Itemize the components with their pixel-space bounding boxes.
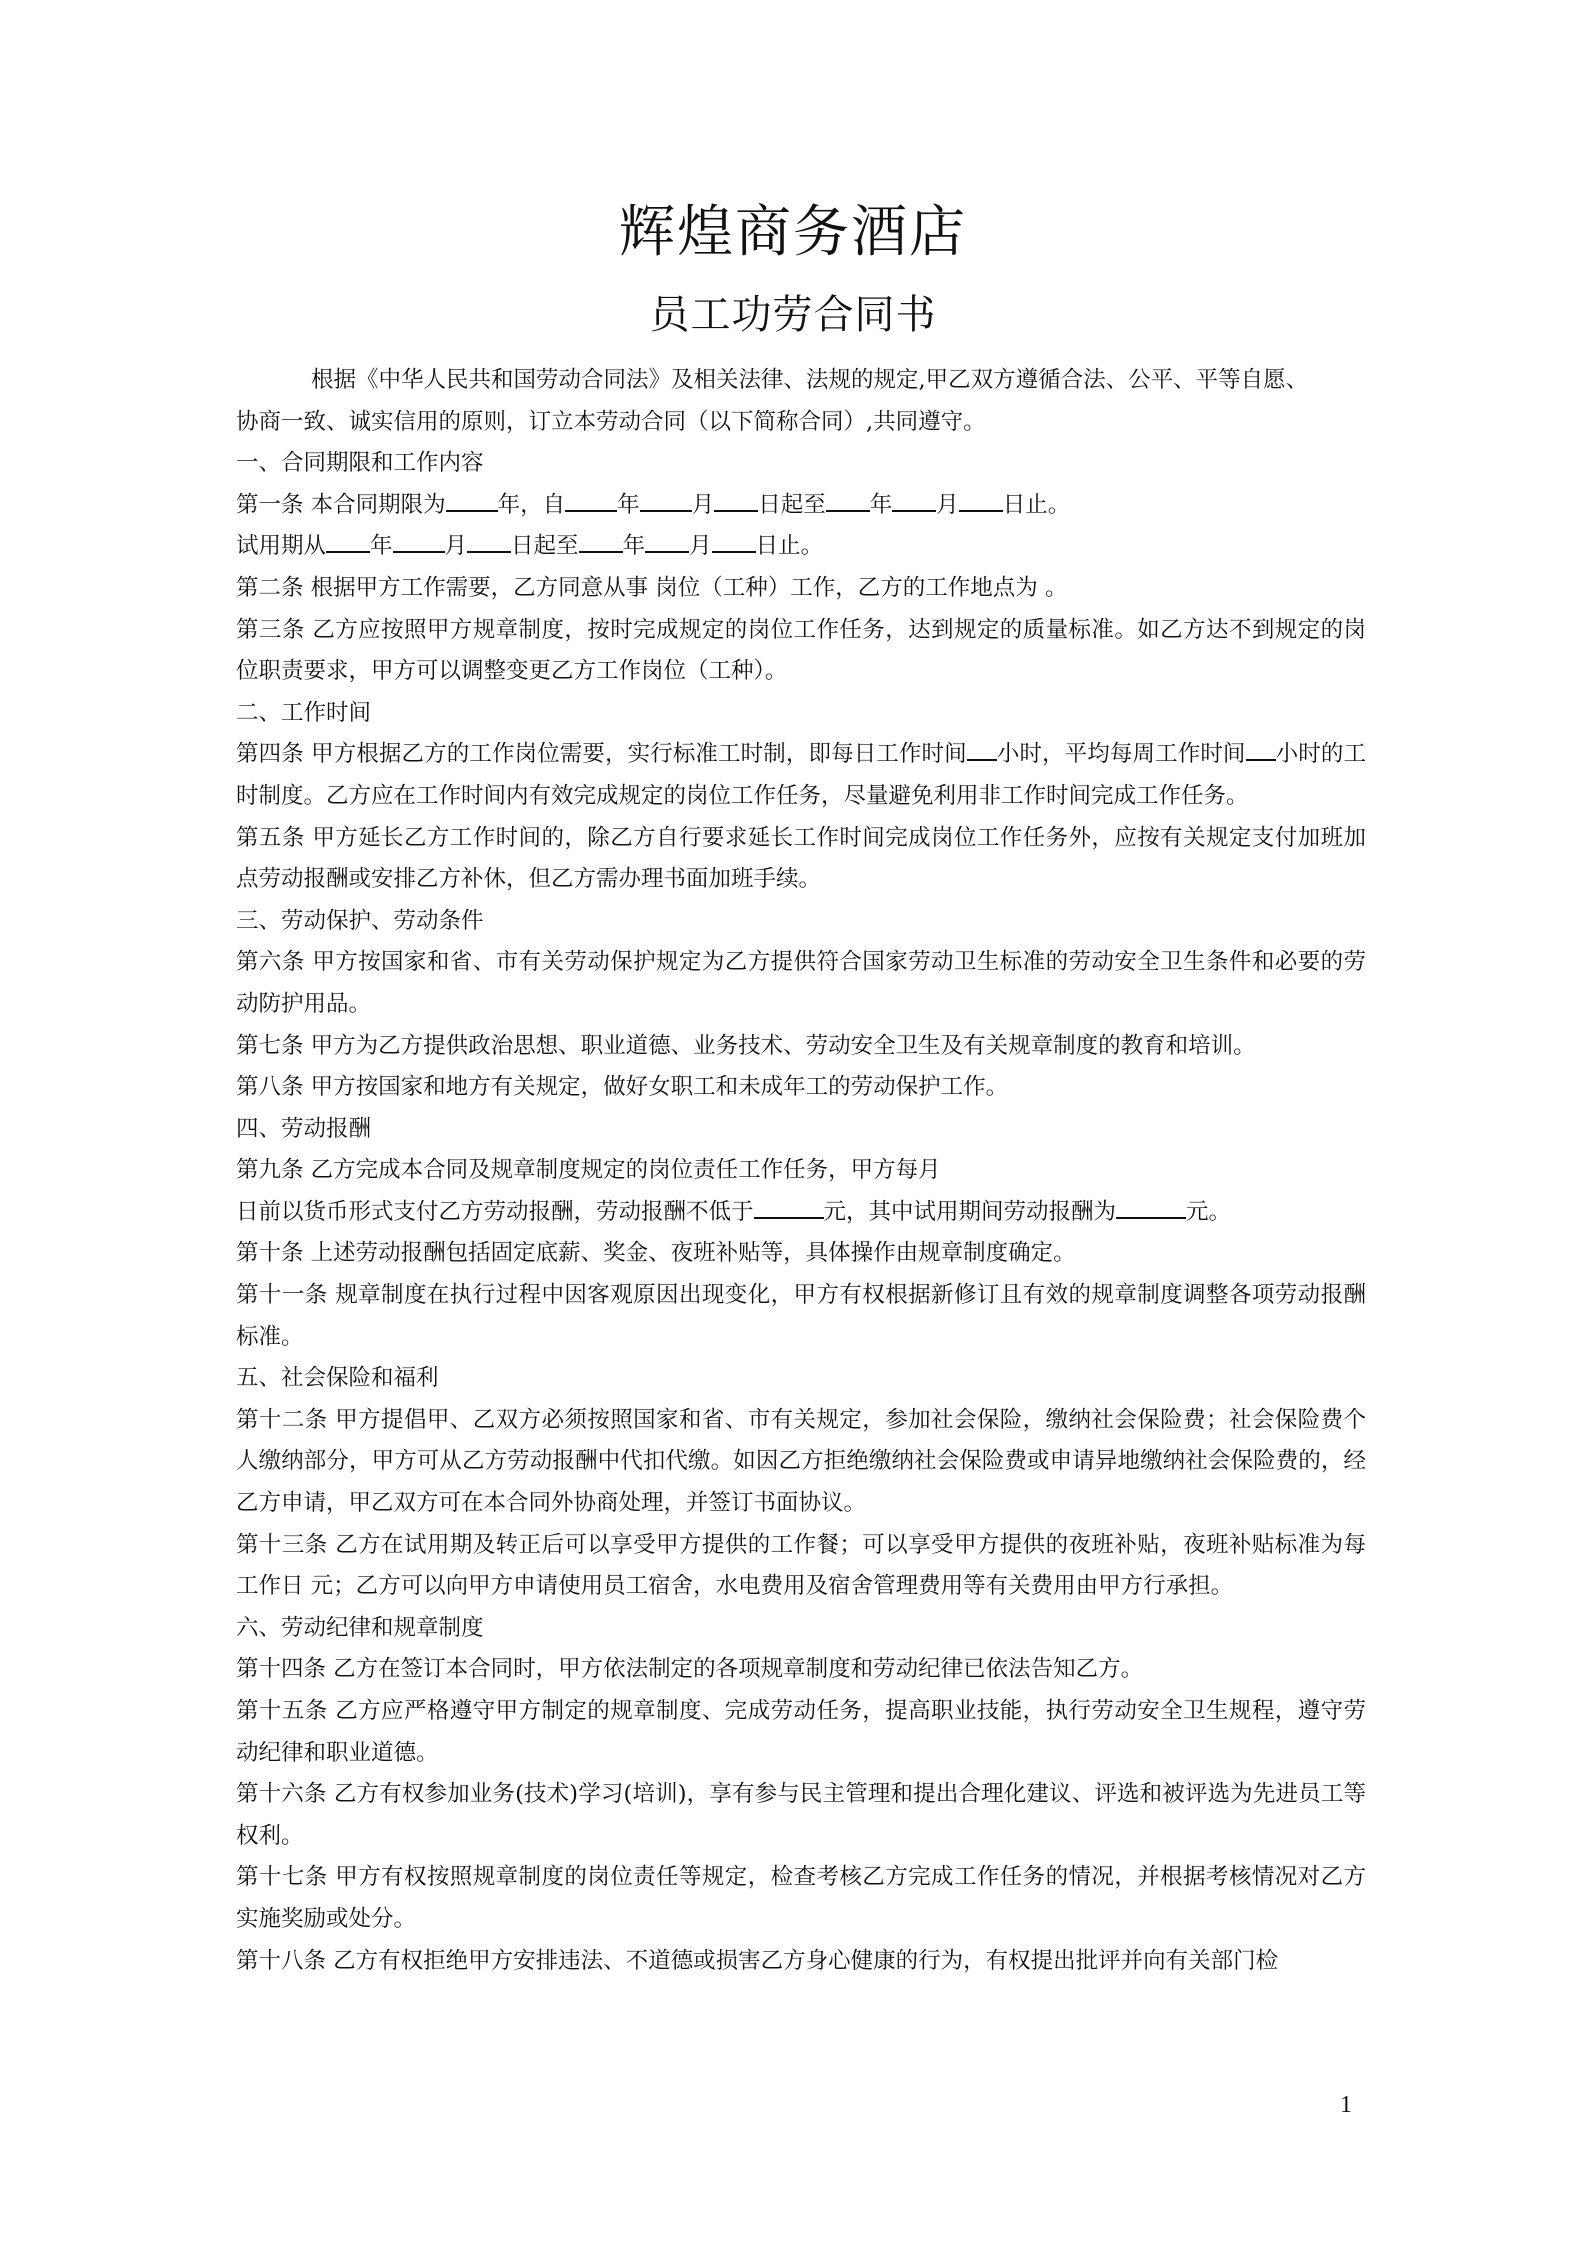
article-9-payment bbox=[236, 1192, 1366, 1234]
article-17: 第十七条 甲方有权按照规章制度的岗位责任等规定，检查考核乙方完成工作任务的情况，并根据考核情况对乙方实施奖励或处分。 bbox=[236, 1864, 1366, 1932]
article-1-text: 年 bbox=[617, 491, 640, 518]
end-year-blank[interactable] bbox=[826, 488, 870, 512]
probation-start-month-blank[interactable] bbox=[393, 529, 445, 553]
probation-text: 日止。 bbox=[755, 533, 824, 560]
probation-period bbox=[236, 526, 1366, 568]
end-day-blank[interactable] bbox=[959, 488, 1003, 512]
article-1 bbox=[236, 485, 1366, 527]
article-8: 第八条 甲方按国家和地方有关规定，做好女职工和未成年工的劳动保护工作。 bbox=[236, 1074, 1009, 1101]
article-6: 第六条 甲方按国家和省、市有关劳动保护规定为乙方提供符合国家劳动卫生标准的劳动安全卫生条件和必要的劳动防护用品。 bbox=[236, 949, 1366, 1017]
article-16: 第十六条 乙方有权参加业务(技术)学习(培训)，享有参与民主管理和提出合理化建议、评选和被评选为先进员工等权利。 bbox=[236, 1781, 1366, 1849]
probation-text: 日起至 bbox=[511, 533, 579, 560]
start-year-blank[interactable] bbox=[565, 488, 617, 512]
article-14: 第十四条 乙方在签订本合同时，甲方依法制定的各项规章制度和劳动纪律已依法告知乙方。 bbox=[236, 1656, 1144, 1683]
term-years-blank[interactable] bbox=[446, 488, 498, 512]
probation-text: 月 bbox=[689, 533, 712, 560]
section-heading-3: 三、劳动保护、劳动条件 bbox=[236, 907, 484, 934]
article-9: 第九条 乙方完成本合同及规章制度规定的岗位责任工作任务，甲方每月 bbox=[236, 1157, 941, 1184]
article-13: 第十三条 乙方在试用期及转正后可以享受甲方提供的工作餐；可以享受甲方提供的夜班补贴，夜班补贴标准为每工作日 元；乙方可以向甲方申请使用员工宿舍，水电费用及宿舍管理费用等有关费用由甲方行承担。 bbox=[236, 1531, 1366, 1600]
article-3: 第三条 乙方应按照甲方规章制度，按时完成规定的岗位工作任务，达到规定的质量标准。如乙方达不到规定的岗位职责要求，甲方可以调整变更乙方工作岗位（工种）。 bbox=[236, 616, 1366, 685]
article-1-text: 第一条 本合同期限为 bbox=[236, 491, 446, 518]
article-12: 第十二条 甲方提倡甲、乙双方必须按照国家和省、市有关规定，参加社会保险，缴纳社会保险费；社会保险费个人缴纳部分，甲方可从乙方劳动报酬中代扣代缴。如因乙方拒绝缴纳社会保险费或申请异地缴纳社会保险费的，经乙方申请，甲乙双方可在本合同外协商处理，并签订书面协议。 bbox=[236, 1406, 1366, 1517]
article-4-text: 小时的工时制度。乙方应在工作时间内有效完成规定的岗位工作任务，尽量避免利用非工作时间完成工作任务。 bbox=[236, 741, 1366, 809]
article-1-text: 年 bbox=[869, 491, 893, 518]
weekly-hours-blank[interactable] bbox=[1246, 737, 1276, 761]
document-subtitle: 员工功劳合同书 bbox=[649, 292, 937, 338]
document-title: 辉煌商务酒店 bbox=[619, 200, 967, 265]
article-1-text: 月 bbox=[691, 491, 715, 518]
probation-text: 月 bbox=[444, 533, 468, 560]
section-heading-1: 一、合同期限和工作内容 bbox=[236, 450, 484, 477]
article-7: 第七条 甲方为乙方提供政治思想、职业道德、业务技术、劳动安全卫生及有关规章制度的教育和培训。 bbox=[236, 1032, 1256, 1059]
article-4-text: 第四条 甲方根据乙方的工作岗位需要，实行标准工时制，即每日工作时间 bbox=[236, 741, 967, 768]
probation-salary-blank[interactable] bbox=[1116, 1195, 1186, 1219]
article-9-text: 日前以货币形式支付乙方劳动报酬，劳动报酬不低于 bbox=[236, 1198, 754, 1225]
article-5: 第五条 甲方延长乙方工作时间的，除乙方自行要求延长工作时间完成岗位工作任务外，应按有关规定支付加班加点劳动报酬或安排乙方补休，但乙方需办理书面加班手续。 bbox=[236, 824, 1366, 893]
end-month-blank[interactable] bbox=[892, 488, 936, 512]
probation-text: 试用期从 bbox=[236, 533, 327, 560]
article-2: 第二条 根据甲方工作需要，乙方同意从事 岗位（工种）工作，乙方的工作地点为 。 bbox=[236, 574, 1068, 601]
preamble-line-1: 根据《中华人民共和国劳动合同法》及相关法律、法规的规定,甲乙双方遵循合法、公平、平等自愿、 bbox=[311, 367, 1309, 393]
daily-hours-blank[interactable] bbox=[967, 737, 997, 761]
contract-body bbox=[236, 360, 1366, 1982]
page-number: 1 bbox=[1340, 2092, 1352, 2118]
article-15: 第十五条 乙方应严格遵守甲方制定的规章制度、完成劳动任务，提高职业技能，执行劳动安全卫生规程，遵守劳动纪律和职业道德。 bbox=[236, 1698, 1366, 1766]
article-11: 第十一条 规章制度在执行过程中因客观原因出现变化，甲方有权根据新修订且有效的规章制度调整各项劳动报酬标准。 bbox=[236, 1282, 1366, 1350]
article-9-text: 元，其中试用期间劳动报酬为 bbox=[823, 1198, 1117, 1225]
probation-start-year-blank[interactable] bbox=[326, 529, 370, 553]
probation-end-day-blank[interactable] bbox=[712, 529, 756, 553]
article-4-text: 小时，平均每周工作时间 bbox=[996, 741, 1246, 768]
probation-end-month-blank[interactable] bbox=[645, 529, 689, 553]
article-9-text: 元。 bbox=[1186, 1198, 1232, 1225]
probation-end-year-blank[interactable] bbox=[579, 529, 623, 553]
section-heading-2: 二、工作时间 bbox=[236, 699, 372, 726]
preamble-line-2: 协商一致、诚实信用的原则，订立本劳动合同（以下简称合同）,共同遵守。 bbox=[236, 408, 986, 435]
start-month-blank[interactable] bbox=[640, 488, 692, 512]
article-1-text: 月 bbox=[936, 491, 959, 518]
probation-text: 年 bbox=[370, 533, 393, 560]
article-18: 第十八条 乙方有权拒绝甲方安排违法、不道德或损害乙方身心健康的行为，有权提出批评并向有关部门检 bbox=[236, 1947, 1279, 1974]
min-salary-blank[interactable] bbox=[754, 1195, 824, 1219]
probation-text: 年 bbox=[622, 533, 646, 560]
article-1-text: 日起至 bbox=[758, 491, 826, 518]
article-4 bbox=[236, 734, 1366, 817]
section-heading-4: 四、劳动报酬 bbox=[236, 1115, 372, 1142]
article-1-text: 年，自 bbox=[497, 491, 566, 518]
start-day-blank[interactable] bbox=[714, 488, 758, 512]
article-1-text: 日止。 bbox=[1002, 491, 1071, 518]
section-heading-6: 六、劳动纪律和规章制度 bbox=[236, 1614, 484, 1641]
section-heading-5: 五、社会保险和福利 bbox=[236, 1365, 439, 1392]
article-10: 第十条 上述劳动报酬包括固定底薪、奖金、夜班补贴等，具体操作由规章制度确定。 bbox=[236, 1240, 1076, 1267]
probation-start-day-blank[interactable] bbox=[467, 529, 511, 553]
